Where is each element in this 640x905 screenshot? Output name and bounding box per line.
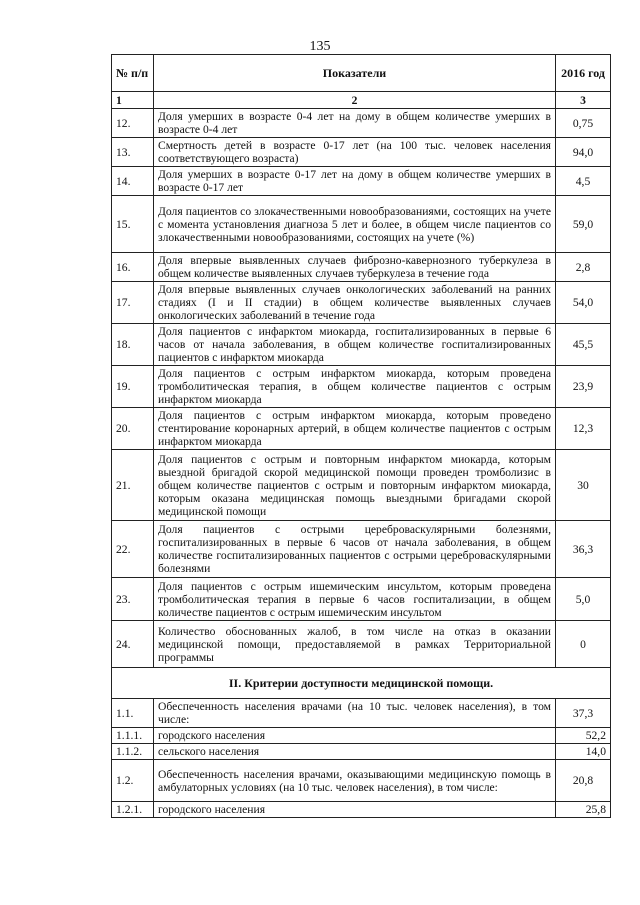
table-header-row [112,55,611,92]
row-number: 1.1. [112,699,154,728]
row-indicator: Количество обоснованных жалоб, в том числе на отказ в оказании медицинской помощи, предоставляемой в рамках Территориальной программы [154,621,556,668]
column-index-row [112,92,611,109]
row-value: 14,0 [556,744,611,760]
row-number: 12. [112,109,154,138]
table-row [112,138,611,167]
row-value: 2,8 [556,253,611,282]
table-row [112,109,611,138]
row-indicator: Доля пациентов с острым инфарктом миокарда, которым проведена тромболитическая терапия, в общем количестве пациентов с острым инфарктом миокарда [154,366,556,408]
section-row [112,668,611,699]
row-number: 21. [112,450,154,521]
column-index-3: 3 [556,92,611,109]
row-value: 25,8 [556,802,611,818]
row-value: 36,3 [556,521,611,578]
row-indicator: Доля пациентов с острым инфарктом миокарда, которым проведено стентирование коронарных артерий, в общем количестве пациентов с острым инфарктом миокарда [154,408,556,450]
row-indicator: Смертность детей в возрасте 0-17 лет (на 100 тыс. человек населения соответствующего возраста) [154,138,556,167]
row-number: 19. [112,366,154,408]
row-indicator: городского населения [154,802,556,818]
row-value: 54,0 [556,282,611,324]
row-value: 20,8 [556,760,611,802]
column-index-1: 1 [112,92,154,109]
row-value: 12,3 [556,408,611,450]
table-row [112,744,611,760]
table-row [112,167,611,196]
row-number: 1.1.1. [112,728,154,744]
row-indicator: Доля пациентов с инфарктом миокарда, госпитализированных в первые 6 часов от начала заболевания, в общем количестве госпитализированных пациентов с инфарктом миокарда [154,324,556,366]
header-indicator: Показатели [154,55,556,92]
row-indicator: городского населения [154,728,556,744]
row-number: 24. [112,621,154,668]
row-value: 30 [556,450,611,521]
row-value: 52,2 [556,728,611,744]
row-value: 59,0 [556,196,611,253]
row-number: 1.2.1. [112,802,154,818]
row-number: 23. [112,578,154,621]
table-row [112,408,611,450]
row-value: 94,0 [556,138,611,167]
table-row [112,802,611,818]
row-indicator: Обеспеченность населения врачами (на 10 тыс. человек населения), в том числе: [154,699,556,728]
row-value: 4,5 [556,167,611,196]
row-number: 1.1.2. [112,744,154,760]
row-indicator: Доля умерших в возрасте 0-17 лет на дому в общем количестве умерших в возрасте 0-17 лет [154,167,556,196]
row-value: 5,0 [556,578,611,621]
row-number: 18. [112,324,154,366]
table-row [112,521,611,578]
row-indicator: Обеспеченность населения врачами, оказывающими медицинскую помощь в амбулаторных условиях (на 10 тыс. человек населения), в том числе: [154,760,556,802]
row-indicator: Доля умерших в возрасте 0-4 лет на дому в общем количестве умерших в возрасте 0-4 лет [154,109,556,138]
row-number: 16. [112,253,154,282]
row-number: 13. [112,138,154,167]
table-row [112,699,611,728]
table-row [112,366,611,408]
row-value: 0 [556,621,611,668]
row-indicator: сельского населения [154,744,556,760]
row-indicator: Доля впервые выявленных случаев онкологических заболеваний на ранних стадиях (I и II стадии) в общем количестве выявленных случаев онкологических заболеваний в течение года [154,282,556,324]
page-number: 135 [309,39,331,54]
header-year: 2016 год [556,55,611,92]
row-number: 1.2. [112,760,154,802]
row-indicator: Доля пациентов со злокачественными новообразованиями, состоящих на учете с момента установления диагноза 5 лет и более, в общем числе пациентов со злокачественными новообразованиями, состоящих на учете (%) [154,196,556,253]
row-value: 45,5 [556,324,611,366]
row-indicator: Доля впервые выявленных случаев фиброзно-кавернозного туберкулеза в общем количестве выявленных случаев туберкулеза в течение года [154,253,556,282]
row-indicator: Доля пациентов с острым и повторным инфарктом миокарда, которым выездной бригадой скорой медицинской помощи проведен тромболизис в общем количестве пациентов с острым и повторным инфарктом миокарда, которым оказана медицинская помощь выездными бригадами скорой медицинской помощи [154,450,556,521]
row-value: 37,3 [556,699,611,728]
table-row [112,282,611,324]
indicators-table [111,54,611,818]
table-row [112,450,611,521]
row-number: 14. [112,167,154,196]
table-row [112,578,611,621]
row-value: 0,75 [556,109,611,138]
table-row [112,760,611,802]
row-number: 22. [112,521,154,578]
table-row [112,253,611,282]
row-indicator: Доля пациентов с острым ишемическим инсультом, которым проведена тромболитическая терапия в первые 6 часов госпитализации, в общем количестве пациентов с острым ишемическим инсультом [154,578,556,621]
row-number: 20. [112,408,154,450]
row-number: 15. [112,196,154,253]
table-row [112,621,611,668]
row-number: 17. [112,282,154,324]
row-indicator: Доля пациентов с острыми цереброваскулярными болезнями, госпитализированных в первые 6 часов от начала заболевания, в общем количестве госпитализированных пациентов с острыми цереброваскулярными болезнями [154,521,556,578]
table-row [112,196,611,253]
table-row [112,728,611,744]
table-row [112,324,611,366]
header-number: № п/п [112,55,154,92]
column-index-2: 2 [154,92,556,109]
section-title: II. Критерии доступности медицинской помощи. [112,668,611,699]
row-value: 23,9 [556,366,611,408]
